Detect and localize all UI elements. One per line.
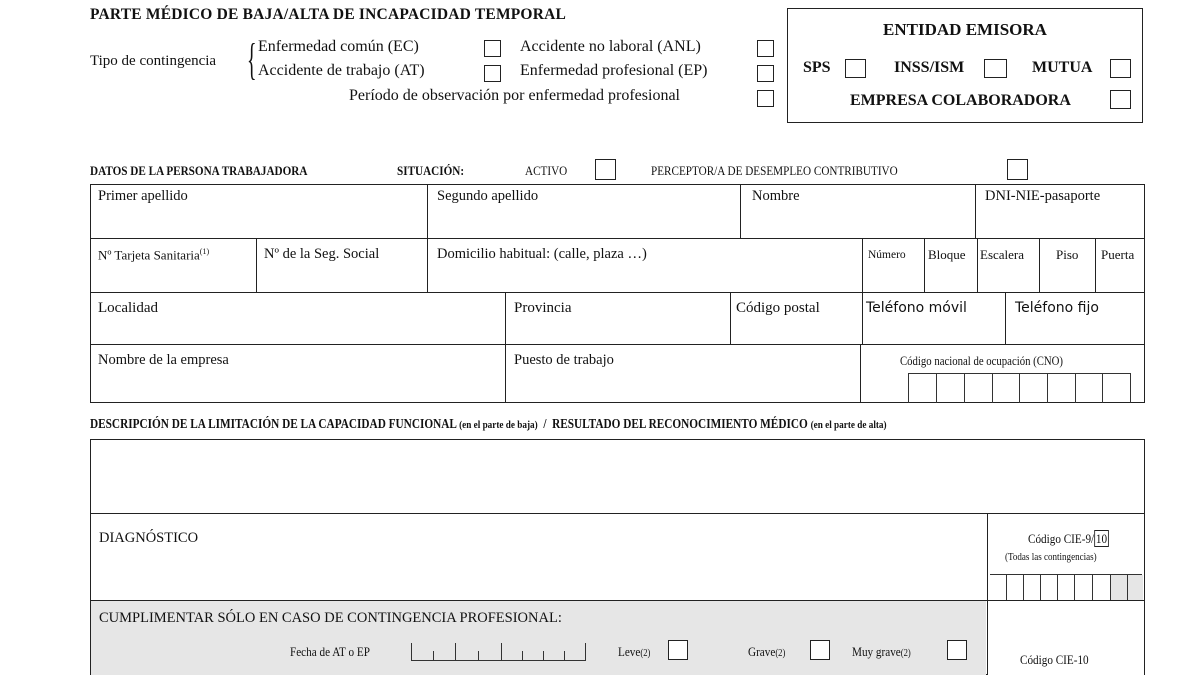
col-divider bbox=[1039, 238, 1040, 292]
worker-section-title: DATOS DE LA PERSONA TRABAJADORA bbox=[90, 163, 308, 178]
muy-grave-checkbox[interactable] bbox=[947, 640, 967, 660]
empresa-label: Nombre de la empresa bbox=[98, 352, 229, 368]
worker-data-table bbox=[90, 184, 1145, 403]
contingency-label: Tipo de contingencia bbox=[90, 53, 217, 69]
entidad-empresa-label: EMPRESA COLABORADORA bbox=[850, 92, 1071, 109]
contingency-obs-label: Período de observación por enfermedad profesional bbox=[349, 87, 680, 104]
cie9-box-divider bbox=[1074, 574, 1075, 600]
entidad-empresa-checkbox[interactable] bbox=[1110, 90, 1131, 109]
cie9-box-divider bbox=[1092, 574, 1093, 600]
fecha-group-divider bbox=[585, 643, 586, 661]
fecha-digit-tick bbox=[543, 651, 544, 661]
domicilio-label: Domicilio habitual: (calle, plaza …) bbox=[437, 246, 647, 262]
entidad-inss-label: INSS/ISM bbox=[894, 59, 965, 76]
entidad-mutua-checkbox[interactable] bbox=[1110, 59, 1131, 78]
footnote-1: (1) bbox=[199, 247, 210, 256]
diagnostico-label: DIAGNÓSTICO bbox=[99, 530, 199, 546]
col-divider bbox=[860, 344, 861, 403]
grave-label: Grave(2) bbox=[748, 644, 786, 659]
cie9-note: (Todas las contingencias) bbox=[1005, 552, 1097, 563]
cie9-box-divider bbox=[1040, 574, 1041, 600]
tarjeta-sanitaria-label: Nº Tarjeta Sanitaria$^{(1)}$ bbox=[98, 247, 210, 263]
numero-label: Número bbox=[868, 249, 906, 261]
description-section-title: DESCRIPCIÓN DE LA LIMITACIÓN DE LA CAPACIDAD FUNCIONAL (en el parte de baja) / RESULTADO DEL RECONOCIMIENTO MÉDICO (en el parte de alta) bbox=[90, 416, 887, 431]
cno-box-divider bbox=[1019, 373, 1020, 403]
col-divider bbox=[256, 238, 257, 292]
cno-box-divider bbox=[1102, 373, 1103, 403]
escalera-label: Escalera bbox=[980, 247, 1025, 262]
leve-checkbox[interactable] bbox=[668, 640, 688, 660]
contingency-at-checkbox[interactable] bbox=[484, 65, 501, 82]
fecha-group-divider bbox=[501, 643, 502, 661]
puerta-label: Puerta bbox=[1101, 247, 1135, 262]
col-divider bbox=[730, 292, 731, 344]
cie9-box-divider bbox=[1023, 574, 1024, 600]
contingency-anl-label: Accidente no laboral (ANL) bbox=[520, 38, 701, 55]
leve-label: Leve(2) bbox=[618, 644, 651, 659]
cie9-box-divider bbox=[1110, 574, 1111, 600]
cno-box-divider bbox=[992, 373, 993, 403]
entidad-inss-checkbox[interactable] bbox=[984, 59, 1007, 78]
telefono-fijo-label: Teléfono fijo bbox=[1015, 300, 1099, 316]
col-divider bbox=[977, 238, 978, 292]
fecha-digit-tick bbox=[522, 651, 523, 661]
entidad-sps-label: SPS bbox=[803, 59, 831, 76]
fecha-group-divider bbox=[411, 643, 412, 661]
contingency-obs-checkbox[interactable] bbox=[757, 90, 774, 107]
cie9-box-divider bbox=[1006, 574, 1007, 600]
contingency-at-label: Accidente de trabajo (AT) bbox=[258, 62, 425, 79]
muy-grave-label: Muy grave(2) bbox=[852, 644, 911, 659]
cie9-box-divider bbox=[1127, 574, 1128, 600]
col-divider bbox=[975, 184, 976, 238]
col-divider bbox=[1005, 292, 1006, 344]
contingency-ec-label: Enfermedad común (EC) bbox=[258, 38, 419, 55]
fecha-boxes-bottom bbox=[411, 660, 585, 661]
fecha-group-divider bbox=[455, 643, 456, 661]
codigo-postal-label: Código postal bbox=[736, 300, 820, 316]
activo-label: ACTIVO bbox=[525, 163, 568, 178]
cie9-label: Código CIE-9/ 10 bbox=[1028, 531, 1108, 546]
cno-box-divider bbox=[1130, 373, 1131, 403]
perceptor-label: PERCEPTOR/A DE DESEMPLEO CONTRIBUTIVO bbox=[651, 163, 898, 178]
entidad-sps-checkbox[interactable] bbox=[845, 59, 866, 78]
cno-label: Código nacional de ocupación (CNO) bbox=[900, 354, 1064, 368]
telefono-movil-label: Teléfono móvil bbox=[866, 300, 967, 316]
contingency-anl-checkbox[interactable] bbox=[757, 40, 774, 57]
col-divider bbox=[862, 238, 863, 344]
primer-apellido-label: Primer apellido bbox=[98, 188, 188, 204]
localidad-label: Localidad bbox=[98, 300, 158, 316]
segundo-apellido-label: Segundo apellido bbox=[437, 188, 539, 204]
fecha-digit-tick bbox=[564, 651, 565, 661]
row-divider bbox=[90, 600, 1145, 601]
entidad-emisora-title: ENTIDAD EMISORA bbox=[883, 20, 1047, 39]
cie9-box-divider bbox=[1057, 574, 1058, 600]
situacion-label: SITUACIÓN: bbox=[397, 163, 465, 178]
professional-note: CUMPLIMENTAR SÓLO EN CASO DE CONTINGENCIA PROFESIONAL: bbox=[99, 610, 562, 626]
form-title: PARTE MÉDICO DE BAJA/ALTA DE INCAPACIDAD TEMPORAL bbox=[90, 6, 567, 23]
cno-box-divider bbox=[936, 373, 937, 403]
puesto-label: Puesto de trabajo bbox=[514, 352, 614, 368]
contingency-ep-label: Enfermedad profesional (EP) bbox=[520, 62, 708, 79]
perceptor-checkbox[interactable] bbox=[1007, 159, 1028, 180]
grave-checkbox[interactable] bbox=[810, 640, 830, 660]
contingency-ec-checkbox[interactable] bbox=[484, 40, 501, 57]
provincia-label: Provincia bbox=[514, 300, 572, 316]
col-divider bbox=[924, 238, 925, 292]
row-divider bbox=[90, 344, 1145, 345]
brace-glyph: { bbox=[247, 35, 257, 84]
col-divider bbox=[740, 184, 741, 238]
fecha-digit-tick bbox=[433, 651, 434, 661]
contingency-ep-checkbox[interactable] bbox=[757, 65, 774, 82]
cie10-label: Código CIE-10 bbox=[1020, 652, 1089, 667]
seg-social-label: Nº de la Seg. Social bbox=[264, 246, 380, 262]
bloque-label: Bloque bbox=[928, 247, 966, 262]
row-divider bbox=[90, 292, 1145, 293]
entidad-mutua-label: MUTUA bbox=[1032, 59, 1093, 76]
cno-box-divider bbox=[1047, 373, 1048, 403]
activo-checkbox[interactable] bbox=[595, 159, 616, 180]
dni-label: DNI-NIE-pasaporte bbox=[985, 188, 1101, 204]
nombre-label: Nombre bbox=[752, 188, 800, 204]
piso-label: Piso bbox=[1056, 247, 1079, 262]
col-divider bbox=[427, 184, 428, 292]
cno-box-divider bbox=[908, 373, 909, 403]
cno-box-divider bbox=[1075, 373, 1076, 403]
fecha-digit-tick bbox=[478, 651, 479, 661]
col-divider bbox=[1095, 238, 1096, 292]
row-divider bbox=[90, 238, 1145, 239]
col-divider bbox=[505, 292, 506, 403]
fecha-label: Fecha de AT o EP bbox=[290, 644, 370, 659]
cno-box-divider bbox=[964, 373, 965, 403]
